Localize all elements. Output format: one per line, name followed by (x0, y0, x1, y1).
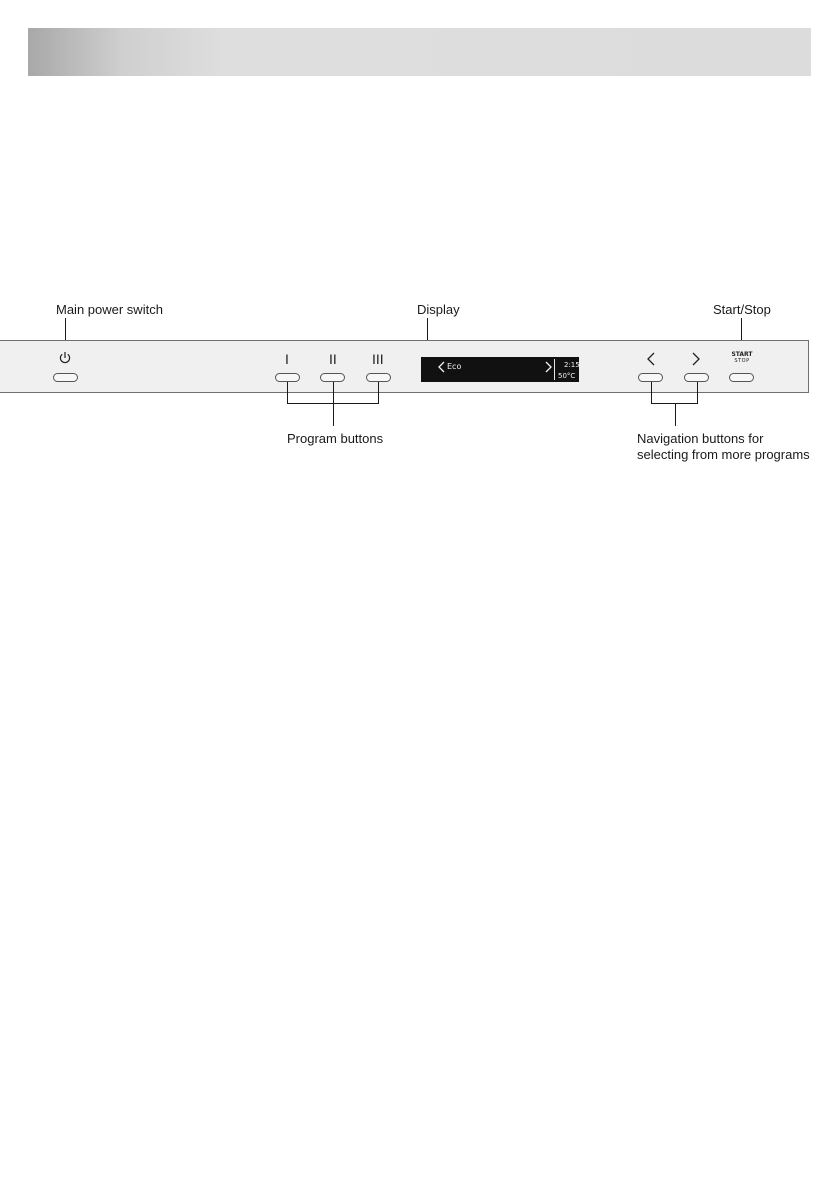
control-panel (0, 340, 809, 393)
program-label-2: II (329, 351, 337, 367)
bracket-nav-right (697, 382, 698, 404)
bracket-program-right (378, 382, 379, 404)
callout-navigation-line1: Navigation buttons for (637, 431, 764, 446)
nav-left-button[interactable] (638, 373, 663, 382)
bracket-program-bar (287, 403, 379, 404)
display-chevron-right-icon (545, 361, 552, 373)
bracket-nav-center (675, 403, 676, 426)
bracket-program-left (287, 382, 288, 404)
header-bar (28, 28, 811, 76)
bracket-nav-left (651, 382, 652, 404)
bracket-program-center (333, 382, 334, 426)
display-separator (554, 359, 555, 380)
program-button-1[interactable] (275, 373, 300, 382)
nav-right-button[interactable] (684, 373, 709, 382)
program-button-2[interactable] (320, 373, 345, 382)
callout-navigation-line2: selecting from more programs (637, 447, 810, 462)
program-button-3[interactable] (366, 373, 391, 382)
display-program: Eco (447, 362, 462, 371)
chevron-right-icon (691, 352, 701, 366)
main-power-button[interactable] (53, 373, 78, 382)
callout-program-buttons: Program buttons (287, 431, 384, 446)
display-temperature: 50°C (558, 372, 576, 380)
display-chevron-left-icon (438, 361, 445, 373)
callout-start-stop: Start/Stop (713, 302, 771, 317)
program-label-3: III (372, 351, 384, 367)
stop-label: STOP (734, 358, 750, 364)
program-label-1: I (285, 351, 289, 367)
start-stop-button[interactable] (729, 373, 754, 382)
callout-display: Display (417, 302, 460, 317)
chevron-left-icon (646, 352, 656, 366)
display-time: 2:15 (564, 361, 580, 369)
power-icon (58, 351, 72, 365)
display-screen (421, 357, 579, 382)
callout-main-power-switch: Main power switch (56, 302, 163, 317)
start-label: START (731, 351, 753, 358)
leader-line-power (65, 318, 66, 340)
